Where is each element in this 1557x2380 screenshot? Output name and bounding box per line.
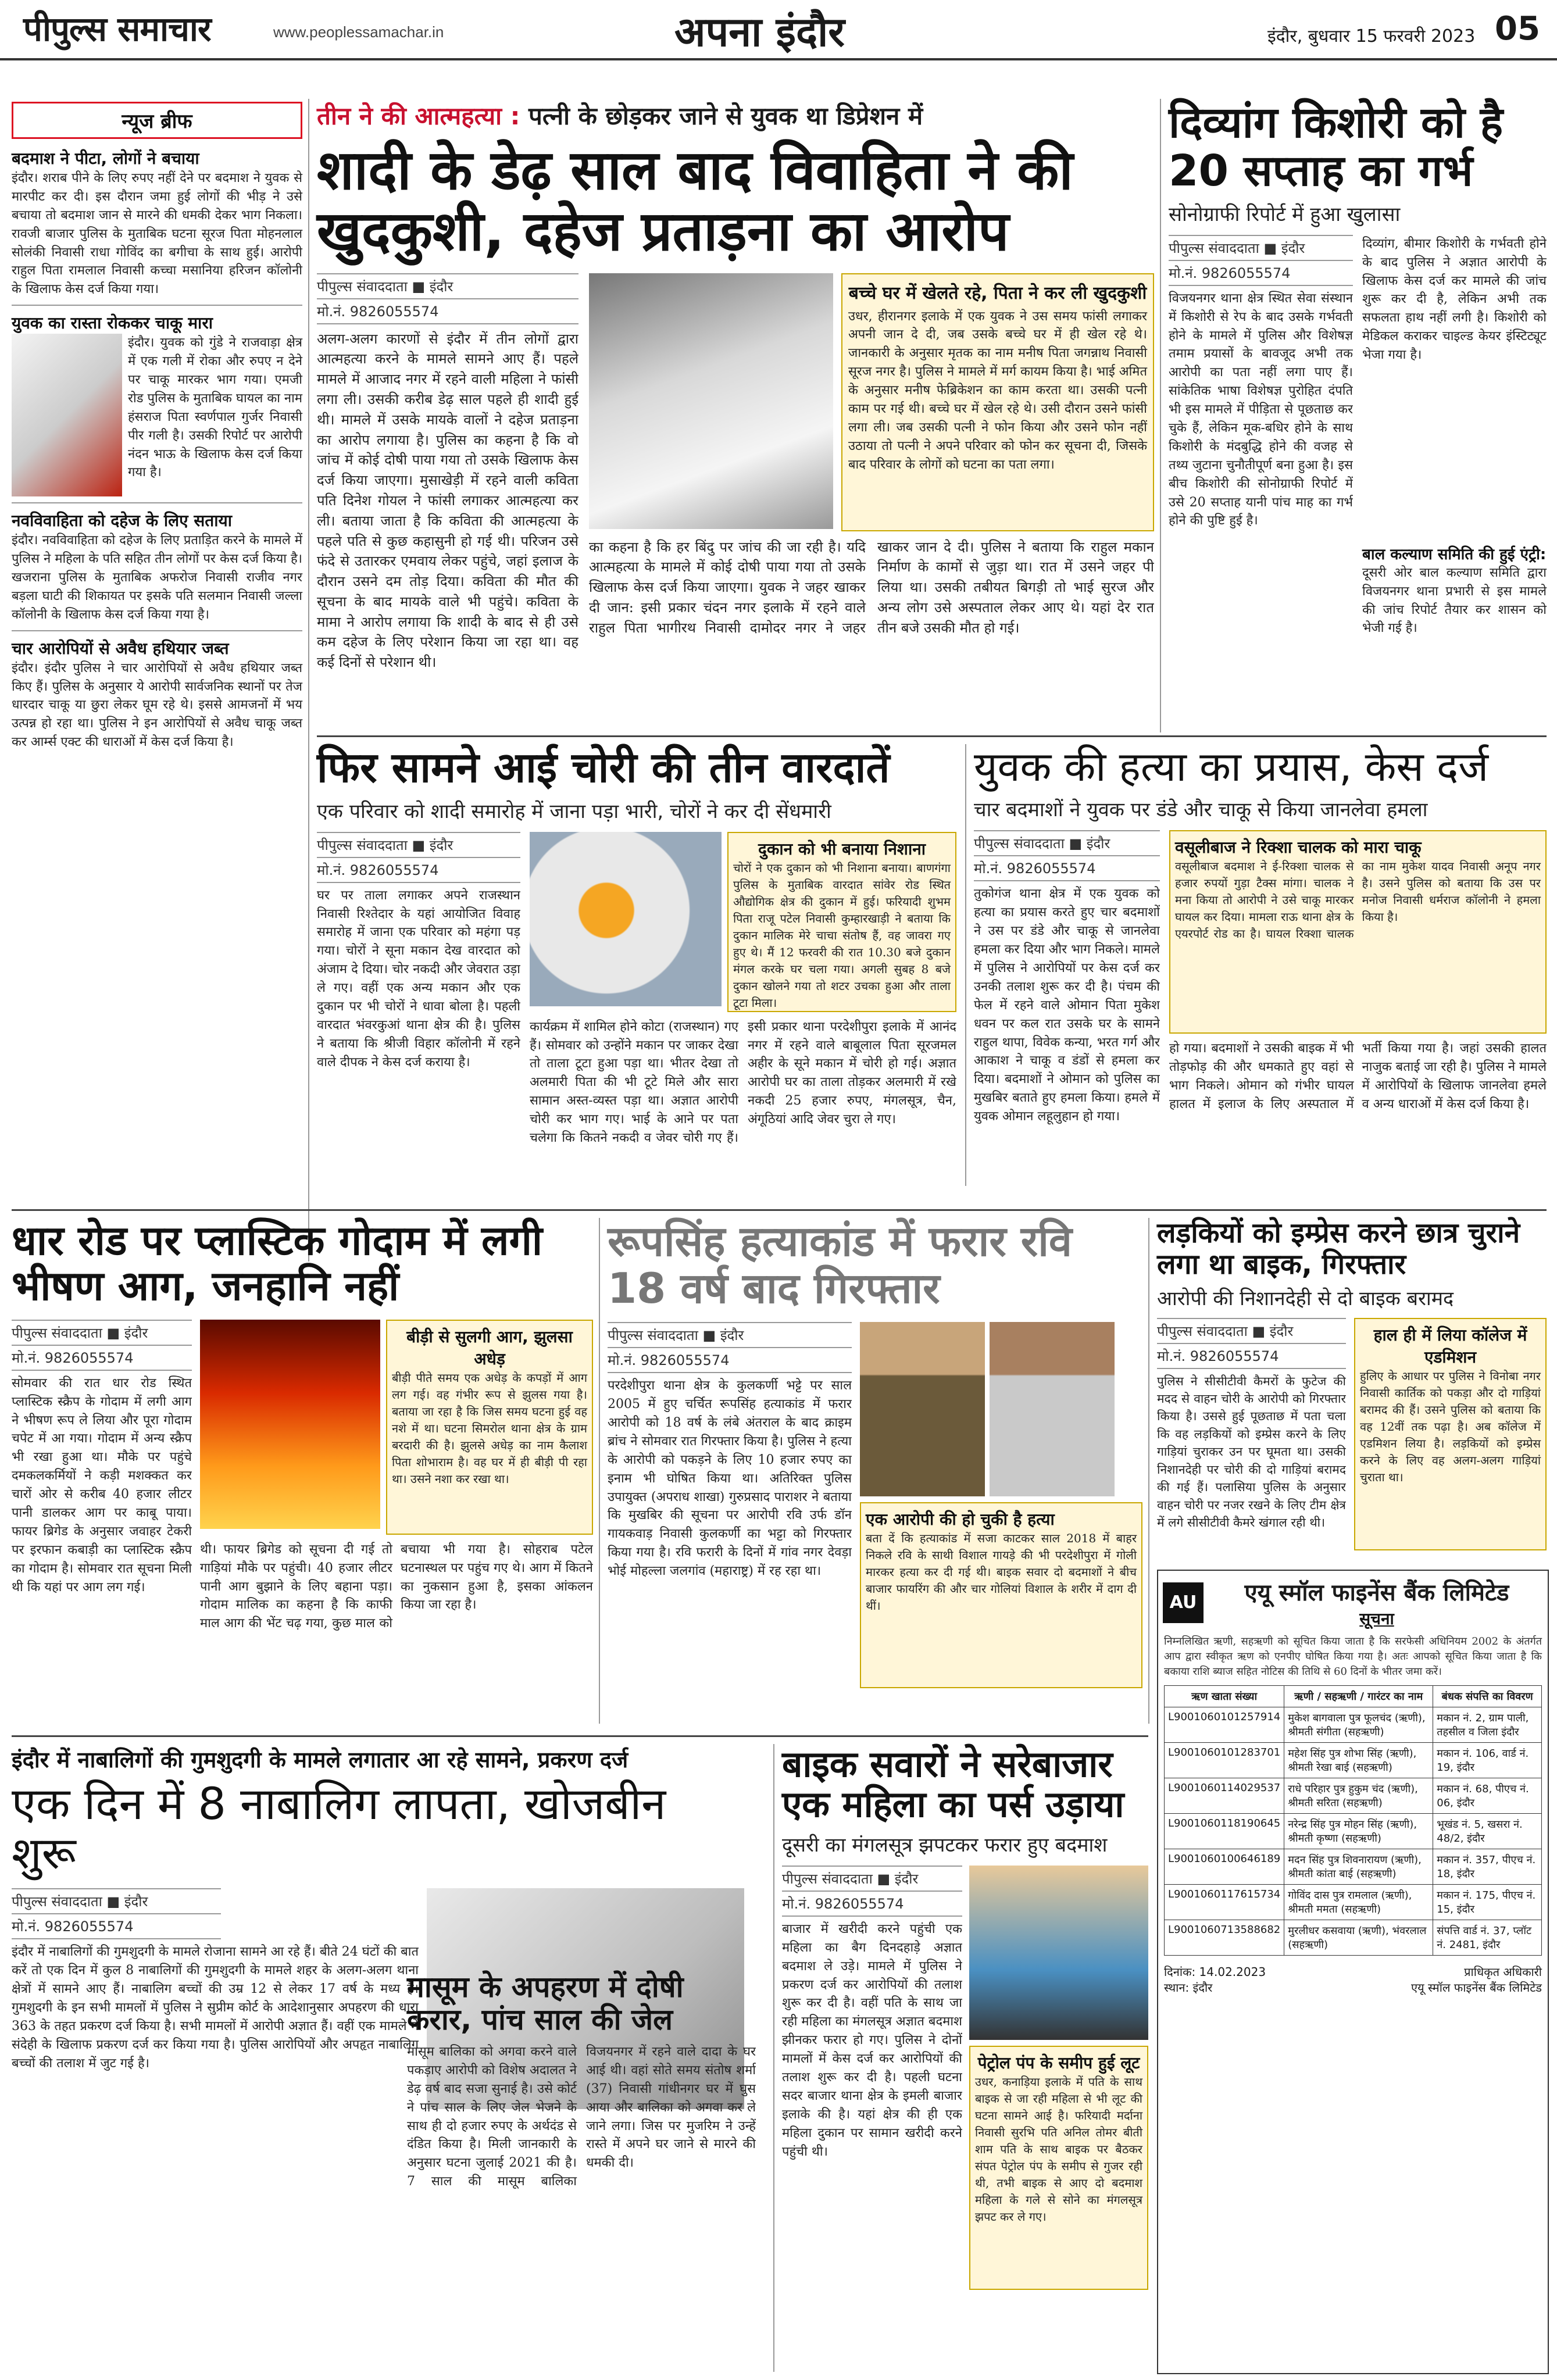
- lead-sidebar-body: उधर, हीरानगर इलाके में एक युवक ने उस समय फांसी लगाकर अपनी जान दे दी, जब उसके बच्चे घर में ही खेल रहे थे। जानकारी के अनुसार मृतक का नाम मनीष पिता जगन्नाथ निवासी सूरज नगर है। पुलिस ने मामले में मर्ग कायम किया है। भाई अमित के अनुसार मनीष फेब्रिकेशन का काम करता था। उसकी पत्नी काम पर गई थी। बच्चे घर में खेल रहे थे। उसी दौरान उसने फांसी लगा ली। जब उसकी पत्नी ने फोन किया और उसने फोन नहीं उठाया तो पत्नी ने अपने परिवार को फोन कर सूचना दी, जिसके बाद परिवार के लोगों को घटना का पता लगा।: [848, 309, 1147, 472]
- purse-body: बाजार में खरीदी करने पहुंची एक महिला का बैग दिनदहाड़े अज्ञात बदमाश ले उड़े। मामले में पुलिस ने प्रकरण दर्ज कर आरोपियों की तलाश शुरू कर दी है। वहीं पति के साथ जा रही महिला का मंगलसूत्र अज्ञात बदमाश झीनकर फरार हो गए। पुलिस ने दोनों मामलों में केस दर्ज कर आरोपियों की तलाश शुरू कर दी है। पहली घटना सदर बाजार थाना क्षेत्र के इमली बाजार इलाके की है। यहां क्षेत्र की ही एक महिला दुकान पर सामान खरीदी करने पहुंची थी।: [782, 1921, 962, 2159]
- divyang-mobile: मो.नं. 9826055574: [1169, 261, 1353, 286]
- purse-byline: पीपुल्स संवाददाता ■ इंदौर: [782, 1866, 962, 1892]
- table-row: [1165, 1814, 1542, 1849]
- brief-headline: युवक का रास्ता रोककर चाकू मारा: [12, 313, 213, 333]
- divyang-byline: पीपुल्स संवाददाता ■ इंदौर: [1169, 235, 1353, 261]
- divyang-subhead: सोनोग्राफी रिपोर्ट में हुआ खुलासा: [1169, 202, 1401, 226]
- attempt-headline: युवक की हत्या का प्रयास, केस दर्ज: [974, 743, 1489, 791]
- theft-subhead: एक परिवार को शादी समारोह में जाना पड़ा भारी, चोरों ने कर दी सेंधमारी: [317, 799, 831, 823]
- fire-sidebar-box: [386, 1320, 593, 1535]
- table-cell: L9001060101283701: [1165, 1743, 1284, 1778]
- dateline: इंदौर, बुधवार 15 फरवरी 2023: [1267, 26, 1476, 47]
- brief-text: इंदौर। इंदौर पुलिस ने चार आरोपियों से अवैध हथियार जब्त किए हैं। पुलिस के अनुसार ये आरोपी सार्वजनिक स्थानों पर तेज धारदार चाकू या छुरा लेकर घूम रहे थे। इससे आमजनों में भय उत्पन्न हो रहा था। पुलिस ने इन आरोपियों से अवैध चाकू जब्त कर आर्म्स एक्ट की धाराओं में केस दर्ज किया है।: [12, 660, 302, 750]
- table-cell: L9001060114029537: [1165, 1778, 1284, 1814]
- lead-story: [317, 99, 1154, 732]
- divyang-box-headline: बाल कल्याण समिति की हुई एंट्री:: [1362, 545, 1547, 563]
- purse-sidebar-box: [969, 2046, 1148, 2290]
- theft-mobile: मो.नं. 9826055574: [317, 858, 520, 883]
- purse-sidebar-body: उधर, कनाड़िया इलाके में पति के साथ बाइक से जा रही महिला से भी लूट की घटना सामने आई है। फरियादी मर्दाना निवासी सुरभि पति अनिल तोमर बीती शाम पति के साथ बाइक पर बैठकर संपत पेट्रोल पंप के समीप से गुजर रही थी, तभी बाइक से आए दो बदमाश महिला के गले से सोने का मंगलसूत्र झपट कर ले गए।: [975, 2074, 1142, 2224]
- table-cell: महेश सिंह पुत्र शोभा सिंह (ऋणी), श्रीमती रेखा बाई (सहऋणी): [1284, 1743, 1433, 1778]
- table-cell: मुरलीधर कसवाया (ऋणी), भंवरलाल (सहऋणी): [1284, 1920, 1433, 1956]
- brief-text: इंदौर। शराब पीने के लिए रुपए नहीं देने पर बदमाश ने युवक से मारपीट कर दी। इस दौरान जमा हुई लोगों की भीड़ ने उसे बचाया तो बदमाश जान से मारने की धमकी देकर भाग निकला। रावजी बाजार पुलिस के मुताबिक घटना सूरज पिता मोहनलाल सोलंकी निवासी राधा गोविंद का बगीचा के साथ हुई। आरोपी राहुल पिता रामलाल निवासी कच्चा मसानिया हरिजन कॉलोनी के खिलाफ केस दर्ज किया गया।: [12, 171, 302, 297]
- column-divider: [1160, 99, 1161, 732]
- notice-place: स्थान: इंदौर: [1164, 1981, 1213, 1995]
- table-row: [1165, 1849, 1542, 1885]
- bank-notice: [1157, 1570, 1549, 2374]
- table-row: [1165, 1707, 1542, 1743]
- divyang-headline: दिव्यांग किशोरी को है 20 सप्ताह का गर्भ: [1169, 98, 1504, 196]
- lead-kicker-text: पत्नी के छोड़कर जाने से युवक था डिप्रेशन में: [528, 102, 923, 130]
- attempt-story: [974, 744, 1547, 1209]
- table-cell: नरेन्द्र सिंह पुत्र मोहन सिंह (ऋणी), श्रीमती कृष्णा (सहऋणी): [1284, 1814, 1433, 1849]
- newspaper-logo[interactable]: पीपुल्स समाचार: [23, 9, 211, 49]
- section-title: अपना इंदौर: [674, 8, 845, 56]
- divyang-body: विजयनगर थाना क्षेत्र स्थित सेवा संस्थान में किशोरी से रेप के बाद उसके गर्भवती होने के मामले में पुलिस और विशेषज्ञ तमाम प्रयासों के बावजूद अभी तक आरोपी का पता नहीं लगा पाए हैं। सांकेतिक भाषा विशेषज्ञ पुरोहित दंपति भी इस मामले में पीड़िता से पूछताछ कर चुके हैं, लेकिन मूक-बधिर होने के साथ किशोरी के मंदबुद्धि होने की वजह से तथ्य जुटाना चुनौतीपूर्ण बना हुआ है। इस बीच किशोरी की सोनोग्राफी रिपोर्ट में उसे 20 सप्ताह यानी पांच माह का गर्भ होने की पुष्टि हुई है।: [1169, 291, 1353, 528]
- table-cell: मकान नं. 68, पीएच नं. 06, इंदौर: [1433, 1778, 1542, 1814]
- table-cell: भूखंड नं. 5, खसरा नं. 48/2, इंदौर: [1433, 1814, 1542, 1849]
- divyang-body-continued: दिव्यांग, बीमार किशोरी के गर्भवती होने के बाद पुलिस ने अज्ञात आरोपी के खिलाफ केस दर्ज कर मामले की जांच शुरू कर दी है, लेकिन अभी तक सफलता हाथ नहीं लगी है। किशोरी को मेडिकल कराकर चाइल्ड केयर इंस्टिट्यूट भेजा गया है।: [1362, 236, 1547, 363]
- theft-headline: फिर सामने आई चोरी की तीन वारदातें: [317, 743, 890, 792]
- fire-headline: धार रोड पर प्लास्टिक गोदाम में लगी भीषण आग, जनहानि नहीं: [12, 1217, 542, 1310]
- masthead: [0, 0, 1557, 60]
- brief-text: इंदौर। नवविवाहिता को दहेज के लिए प्रताड़ित करने के मामले में पुलिस ने महिला के पति सहित तीन लोगों पर केस दर्ज किया है। खजराना पुलिस के मुताबिक अफरोज निवासी राजीव नगर बड़ला घाटी की शिकायत पर इसके पति सलमान निवासी जल्ला कॉलोनी के खिलाफ केस दर्ज किया गया है।: [12, 533, 302, 622]
- theft-byline: पीपुल्स संवाददाता ■ इंदौर: [317, 832, 520, 858]
- roopsingh-photo-box: [860, 1502, 1142, 1688]
- fire-story: [12, 1218, 593, 1735]
- column-divider: [965, 744, 966, 1186]
- brief-headline: नवविवाहिता को दहेज के लिए सताया: [12, 511, 232, 531]
- attempt-sidebar-headline: वसूलीबाज ने रिक्शा चालक को मारा चाकू: [1175, 838, 1422, 857]
- theft-sidebar-body: चोरों ने एक दुकान को भी निशाना बनाया। बाणगंगा पुलिस के मुताबिक वारदात सांवेर रोड स्थित औद्योगिक क्षेत्र की दुकान में हुई। फरियादी शुभम पिता राजू पटेल निवासी कुम्हारखाड़ी ने बताया कि दुकान मालिक मेरे चाचा संतोष हैं, वह जावरा गए हुए थे। मैं 12 फरवरी की रात 10.30 बजे दुकान मंगल करके घर चला गया। अगली सुबह 8 बजे दुकान खोलने गया तो शटर उचका हुआ और ताला टूटा मिला।: [733, 860, 951, 1010]
- table-header-cell: ऋणी / सहऋणी / गारंटर का नाम: [1284, 1686, 1433, 1707]
- table-header-cell: बंधक संपत्ति का विवरण: [1433, 1686, 1542, 1707]
- roopsingh-mobile: मो.नं. 9826055574: [608, 1348, 852, 1373]
- notice-signatory-bank: एयू स्मॉल फाइनेंस बैंक लिमिटेड: [1410, 1981, 1542, 1995]
- bank-name: एयू स्मॉल फाइनेंस बैंक लिमिटेड: [1244, 1579, 1509, 1606]
- lead-body-continued: का कहना है कि हर बिंदु पर जांच की जा रही है। यदि आत्महत्या के मामले में कोई दोषी पाया गया तो उसके खिलाफ केस दर्ज किया जाएगा। युवक ने जहर खाकर दी जान: इसी प्रकार चंदन नगर इलाके में रहने वाले राहुल पिता भागीरथ निवासी दामोदर नगर ने जहर खाकर जान दे दी। पुलिस ने बताया कि राहुल मकान निर्माण के कामों से जुड़ा था। रात में उसने जहर पी लिया था। उसकी तबीयत बिगड़ी तो भाई सुरज और अन्य लोग उसे अस्पताल लेकर आए थे। यहां देर रात तीन बजे उसकी मौत हो गई।: [589, 538, 1154, 636]
- attempt-sidebar-body: वसूलीबाज बदमाश ने ई-रिक्शा चालक से हजार रुपयों गुड़ा टैक्स मांगा। चालक ने मना किया तो आरोपी ने उसे चाकू मारकर घायल कर दिया। मामला राऊ थाना क्षेत्र के एयरपोर्ट रोड का है। घायल रिक्शा चालक का नाम मुकेश यादव निवासी अनूप नगर है। उसने पुलिस को बताया कि उस पर मनोज निवासी धर्मराज कॉलोनी ने हमला किया है।: [1175, 859, 1541, 941]
- table-row: [1165, 1743, 1542, 1778]
- fire-sidebar-headline: बीड़ी से सुलगी आग, झुलसा अधेड़: [406, 1327, 573, 1368]
- table-header-cell: ऋण खाता संख्या: [1165, 1686, 1284, 1707]
- roopsingh-byline: पीपुल्स संवाददाता ■ इंदौर: [608, 1322, 852, 1348]
- lead-body: अलग-अलग कारणों से इंदौर में तीन लोगों द्वारा आत्महत्या करने के मामले सामने आए हैं। पहले मामले में आजाद नगर में रहने वाली महिला ने फांसी लगा ली। उसकी करीब डेढ़ साल पहले ही शादी हुई थी। मामले में उसके मायके वालों ने दहेज प्रताड़ना का आरोप लगाया है। पुलिस का कहना है कि वो जांच में कोई दोषी पाया गया तो उसके खिलाफ केस दर्ज किया जाएगा। मुसाखेड़ी में रहने वाली कविता पति दिनेश गोयल ने फांसी लगाकर आत्महत्या कर ली। बताया जाता है कि कविता की आत्महत्या के पहले पति से कुछ कहासुनी हो गई थी। परिजन उसे फंदे से उतारकर एमवाय लेकर पहुंचे, जहां इलाज के दौरान उसने दम तोड़ दिया। कविता की मौत की सूचना के बाद मायके वाले भी पहुंचे। कविता के मामा ने आरोप लगाया कि शादी के बाद से ही उसे कम दहेज के लिए परेशान किया जा रहा था। वह कई दिनों से परेशान थी।: [317, 330, 578, 671]
- table-cell: मदन सिंह पुत्र शिवनारायण (ऋणी), श्रीमती कांता बाई (सहऋणी): [1284, 1849, 1433, 1885]
- brief-text: इंदौर। युवक को गुंडे ने राजवाड़ा क्षेत्र में एक गली में रोका और रुपए न देने पर चाकू मारकर भाग गया। एमजी रोड पुलिस के मुताबिक घायल का नाम हंसराज पिता स्वर्णपाल गुर्जर निवासी पीर गली है। उसकी रिपोर्ट पर आरोपी नंदन भाऊ के खिलाफ केस दर्ज किया गया है।: [128, 335, 302, 480]
- kidnap-verdict-story: [407, 1971, 756, 2372]
- roopsingh-body: परदेशीपुरा थाना क्षेत्र के कुलकर्णी भट्टे पर साल 2005 में हुए चर्चित रूपसिंह हत्याकांड में फरार आरोपी को 18 वर्ष के लंबे अंतराल के बाद क्राइम ब्रांच ने सोमवार रात गिरफ्तार किया है। पुलिस ने हत्या के आरोपी को पकड़ने के लिए 10 हजार रुपए का इनाम भी घोषित किया था। अतिरिक्त पुलिस उपायुक्त (अपराध शाखा) गुरुप्रसाद पाराशर ने बताया कि मुखबिर की सूचना पर आरोपी रवि उर्फ डॉन गायकवाड़ निवासी कुलकर्णी का भट्टा को गिरफ्तार किया गया है। रवि फरारी के दिनों में गांव नगर देवड़ा भोई मोहल्ला जलगांव (महाराष्ट्र) में रह रहा था।: [608, 1378, 852, 1579]
- knife-illustration: [12, 334, 122, 496]
- table-cell: L9001060118190645: [1165, 1814, 1284, 1849]
- attempt-sidebar-box: [1169, 830, 1547, 1034]
- page-number: 05: [1495, 10, 1540, 48]
- roopsingh-photo-text: बता दें कि हत्याकांड में सजा काटकर साल 2018 में बाहर निकले रवि के साथी विशाल गायड़े की भी परदेशीपुरा में गोली मारकर हत्या कर दी गई थी। बाइक सवार दो बदमाशों ने बीच बाजार फायरिंग की और चार गोलियां विशाल के शरीर में दाग दी थीं।: [866, 1531, 1137, 1613]
- police-officer-photo: [860, 1322, 985, 1496]
- burglar-house-illustration: [530, 832, 722, 1006]
- lead-sidebar-headline: बच्चे घर में खेलते रहे, पिता ने कर ली खुदकुशी: [848, 283, 1147, 303]
- attempt-subhead: चार बदमाशों ने युवक पर डंडे और चाकू से किया जानलेवा हमला: [974, 798, 1428, 822]
- kidnap-headline: मासूम के अपहरण में दोषी करार, पांच साल की जेल: [407, 1970, 684, 2036]
- table-row: [1165, 1920, 1542, 1956]
- bike-theft-student-story: [1157, 1218, 1547, 1567]
- bike-theft-subhead: आरोपी की निशानदेही से दो बाइक बरामद: [1157, 1287, 1454, 1310]
- lead-byline: पीपुल्स संवाददाता ■ इंदौर: [317, 273, 578, 299]
- site-url[interactable]: www.peoplessamachar.in: [273, 23, 444, 41]
- divyang-box-text: दूसरी ओर बाल कल्याण समिति द्वारा विजयनगर थाना प्रभारी से इस मामले की जांच रिपोर्ट तैयार कर शासन को भेजी गई है।: [1362, 565, 1547, 636]
- fire-sidebar-body: बीड़ी पीते समय एक अधेड़ के कपड़ों में आग लग गई। वह गंभीर रूप से झुलस गया है। बताया जा रहा है कि जिस समय घटना हुई वह नशे में था। घटना सिमरोल थाना क्षेत्र के ग्राम बरदारी की है। झुलसे अधेड़ का नाम कैलाश पिता शोभाराम है। वह घर में ही बीड़ी पी रहा था। उसने नशा कर रखा था।: [392, 1370, 587, 1486]
- row-divider: [317, 735, 1547, 737]
- notice-signatory: प्राधिकृत अधिकारी: [1464, 1965, 1542, 1979]
- table-row: [1165, 1778, 1542, 1814]
- shrouded-body-photo: [589, 273, 833, 529]
- theft-story: [317, 744, 956, 1209]
- missing-kicker: इंदौर में नाबालिगों की गुमशुदगी के मामले लगातार आ रहे सामने, प्रकरण दर्ज: [12, 1747, 628, 1773]
- table-cell: L9001060713588682: [1165, 1920, 1284, 1956]
- notice-table-header: [1165, 1686, 1542, 1707]
- divyang-story: [1169, 99, 1547, 732]
- purse-subhead: दूसरी का मंगलसूत्र झपटकर फरार हुए बदमाश: [782, 1833, 1108, 1857]
- fire-byline: पीपुल्स संवाददाता ■ इंदौर: [12, 1320, 192, 1346]
- table-cell: L9001060101257914: [1165, 1707, 1284, 1743]
- kidnap-body: मासूम बालिका को अगवा करने वाले पकड़ाए आरोपी को विशेष अदालत ने डेढ़ वर्ष बाद सजा सुनाई है। उसे कोर्ट ने पांच साल के लिए जेल भेजने के साथ ही दो हजार रुपए के अर्थदंड से दंडित किया है। मिली जानकारी के अनुसार घटना जुलाई 2021 की है। 7 साल की मासूम बालिका विजयनगर में रहने वाले दादा के घर आई थी। वहां सोते समय संतोष शर्मा (37) निवासी गांधीनगर घर में घुस आया और बालिका को अगवा कर ले जाने लगा। जिस पर मुजरिम ने उन्हें रास्ते में अपने घर जाने से मारने की धमकी दी।: [407, 2045, 756, 2189]
- table-row: [1165, 1885, 1542, 1920]
- row-divider: [12, 1735, 1148, 1737]
- fire-body: सोमवार की रात धार रोड स्थित प्लास्टिक स्क्रैप के गोदाम में लगी आग ने भीषण रूप ले लिया और पूरा गोदाम चपेट में आ गया। गोदाम में अन्य स्क्रैप भी रखा हुआ था। मौके पर पहुंचे दमकलकर्मियों ने कड़ी मशक्कत कर चारों ओर से करीब 40 हजार लीटर पानी डालकर आग पर काबू पाया। फायर ब्रिगेड के अनुसार जवाहर टेकरी पर इरफान कबाड़ी का प्लास्टिक स्क्रैप का गोदाम है। सोमवार रात सूचना मिली थी कि यहां पर आग लग गई।: [12, 1375, 192, 1595]
- table-cell: मुकेश बागवाला पुत्र फूलचंद (ऋणी), श्रीमती संगीता (सहऋणी): [1284, 1707, 1433, 1743]
- fire-body-continued: थी। फायर ब्रिगेड को सूचना दी गई तो गाड़ियां मौके पर पहुंची। 40 हजार लीटर पानी आग बुझाने के लिए बहाना पड़ा। गोदाम मालिक का कहना है कि काफी माल आग की भेंट चढ़ गया, कुछ माल को बचाया भी गया है। सोहराब पटेल घटनास्थल पर पहुंच गए थे। आग में कितने का नुकसान हुआ है, इसका आंकलन किया जा रहा है।: [200, 1542, 593, 1631]
- purse-headline: बाइक सवारों ने सरेबाजार एक महिला का पर्स उड़ाया: [782, 1743, 1124, 1826]
- news-brief-column: [12, 102, 302, 1264]
- bike-theft-sidebar-body: हुलिए के आधार पर पुलिस ने विनोबा नगर निवासी कार्तिक को पकड़ा और दो गाड़ियां बरामद की हैं। उसने पुलिस को बताया कि वह 12वीं तक पढ़ा है। अब कॉलेज में एडमिशन लिया है। लड़कियों को इम्प्रेस करने के लिए वह अलग-अलग गाड़ियां चुराता था।: [1360, 1368, 1541, 1484]
- theft-sidebar-headline: दुकान को भी बनाया निशाना: [758, 839, 926, 859]
- purse-mobile: मो.नं. 9826055574: [782, 1892, 962, 1917]
- theft-body: घर पर ताला लगाकर अपने राजस्थान निवासी रिश्तेदार के यहां आयोजित विवाह समारोह में जाना एक परिवार को महंगा पड़ गया। चोरों ने सूना मकान देख वारदात को अंजाम दे दिया। चोर नकदी और जेवरात उड़ा ले गए। वहीं एक अन्य मकान और एक दुकान पर भी चोरों ने धावा बोला है। पहली वारदात भंवरकुआं थाना क्षेत्र की है। पुलिस ने बताया कि श्रीजी विहार कॉलोनी में रहने वाले दीपक ने केस दर्ज कराया है।: [317, 888, 520, 1070]
- bank-logo-icon: AU: [1163, 1582, 1204, 1623]
- bike-theft-body: पुलिस ने सीसीटीवी कैमरों के फुटेज की मदद से वाहन चोरी के आरोपी को गिरफ्तार किया है। उससे हुई पूछताछ में पता चला कि वह लड़कियों को इम्प्रेस करने के लिए गाड़ियां चुराकर उन पर घूमता था। उसकी निशानदेही पर चोरी की दो गाड़ियां बरामद की गई हैं। पलासिया पुलिस के अनुसार वाहन चोरी पर नजर रखने के लिए टीम क्षेत्र में लगे सीसीटीवी कैमरे खंगाल रही थी।: [1157, 1374, 1346, 1530]
- table-cell: राधे परिहार पुत्र हुकुम चंद (ऋणी), श्रीमती सरिता (सहऋणी): [1284, 1778, 1433, 1814]
- roopsingh-headline: रूपसिंह हत्याकांड में फरार रवि 18 वर्ष बाद गिरफ्तार: [608, 1217, 1072, 1313]
- purse-sidebar-headline: पेट्रोल पंप के समीप हुई लूट: [977, 2053, 1140, 2072]
- notice-title: सूचना: [1359, 1609, 1394, 1628]
- roopsingh-story: [608, 1218, 1142, 1735]
- lead-mobile: मो.नं. 9826055574: [317, 299, 578, 324]
- missing-body: इंदौर में नाबालिगों की गुमशुदगी के मामले रोजाना सामने आ रहे हैं। बीते 24 घंटों की बात करें तो एक दिन में कुल 8 नाबालिगों की गुमशुदगी के मामले शहर के अलग-अलग थाना क्षेत्रों में सामने आए हैं। नाबालिग बच्चों की उम्र 12 से लेकर 17 वर्ष के मध्य है। गुमशुदगी के इन सभी मामलों में पुलिस ने सुप्रीम कोर्ट के आदेशानुसार अपहरण की धारा 363 के तहत प्रकरण दर्ज किया है। सभी मामलों में आरोपी अज्ञात हैं। वहीं एक मामले में संदेही के खिलाफ प्रकरण दर्ज कर किया गया है। पुलिस आरोपियों और अपहृत नाबालिग बच्चों की तलाश में जुट गई है।: [12, 1945, 419, 2071]
- table-cell: L9001060100646189: [1165, 1849, 1284, 1885]
- column-divider: [1148, 1218, 1149, 1724]
- table-cell: गोविंद दास पुत्र रामलाल (ऋणी), श्रीमती ममता (सहऋणी): [1284, 1885, 1433, 1920]
- table-cell: संपत्ति वार्ड नं. 37, प्लॉट नं. 2481, इंदौर: [1433, 1920, 1542, 1956]
- missing-byline: पीपुल्स संवाददाता ■ इंदौर: [12, 1888, 221, 1914]
- bike-snatch-illustration: [969, 1866, 1148, 2040]
- theft-body-continued: कार्यक्रम में शामिल होने कोटा (राजस्थान) गए हैं। सोमवार को उन्होंने मकान पर जाकर देखा तो ताला टूटा हुआ पड़ा था। भीतर देखा तो अलमारी पिता की भी टूटे मिले और सारा सामान अस्त-व्यस्त पड़ा था। अज्ञात आरोपी चोरी कर भाग गए। भाई के आने पर पता चलेगा कि कितने नकदी व जेवर चोरी गए हैं। इसी प्रकार थाना परदेशीपुरा इलाके में आनंद नगर में रहने वाले बाबूलाल पिता सूरजमल अहीर के सूने मकान में चोरी हो गई। अज्ञात आरोपी घर का ताला तोड़कर अलमारी में रखे नकदी 25 हजार रुपए, मंगलसूत्र, चैन, अंगूठियां आदि जेवर चुरा ले गए।: [530, 1019, 956, 1145]
- news-brief-title: न्यूज ब्रीफ: [122, 110, 192, 133]
- table-cell: मकान नं. 175, पीएच नं. 15, इंदौर: [1433, 1885, 1542, 1920]
- theft-sidebar-box: [727, 832, 956, 1012]
- lead-kicker-label: तीन ने की आत्महत्या :: [317, 102, 520, 130]
- table-cell: मकान नं. 357, पीएच नं. 18, इंदौर: [1433, 1849, 1542, 1885]
- missing-headline: एक दिन में 8 नाबालिग लापता, खोजबीन शुरू: [12, 1778, 666, 1879]
- attempt-mobile: मो.नं. 9826055574: [974, 856, 1160, 881]
- lead-headline: शादी के डेढ़ साल बाद विवाहिता ने की खुदकुशी, दहेज प्रताड़ना का आरोप: [317, 139, 1073, 264]
- bike-theft-sidebar-headline: हाल ही में लिया कॉलेज में एडमिशन: [1373, 1325, 1527, 1367]
- fire-mobile: मो.नं. 9826055574: [12, 1346, 192, 1371]
- purse-snatch-story: [782, 1744, 1148, 2372]
- roopsingh-photo-caption: एक आरोपी की हो चुकी है हत्या: [866, 1510, 1055, 1530]
- notice-table: [1164, 1685, 1542, 1956]
- table-cell: L9001060117615734: [1165, 1885, 1284, 1920]
- attempt-body: तुकोगंज थाना क्षेत्र में एक युवक को हत्या का प्रयास करते हुए चार बदमाशों ने उस पर डंडे और चाकू से जानलेवा हमला कर दिया और भाग निकले। मामले में पुलिस ने आरोपियों पर केस दर्ज कर उनकी तलाश शुरू कर दी है। पंचम की फेल में रहने वाले ओमान पिता मुकेश धवन पर कल रात उसके घर के सामने राहुल थापा, विवेक कन्या, भरत गर्ग और आकाश ने चाकू व डंडों से हमला कर दिया। बदमाशों ने ओमान को पुलिस का मुखबिर बताते हुए हमला किया। हमले में युवक ओमान लहूलुहान हो गया।: [974, 887, 1160, 1124]
- fire-photo: [200, 1320, 380, 1529]
- row-divider: [12, 1209, 1547, 1211]
- notice-intro: निम्नलिखित ऋणी, सहऋणी को सूचित किया जाता है कि सरफेसी अधिनियम 2002 के अंतर्गत आप द्वारा स्वीकृत ऋण को एनपीए घोषित किया गया है। अतः आपको सूचित किया जाता है कि बकाया राशि ब्याज सहित नोटिस की तिथि से 60 दिनों के भीतर जमा करें।: [1164, 1635, 1542, 1678]
- notice-date: दिनांक: 14.02.2023: [1164, 1965, 1266, 1979]
- table-cell: मकान नं. 106, वार्ड नं. 19, इंदौर: [1433, 1743, 1542, 1778]
- column-divider: [599, 1218, 600, 1724]
- accused-photo: [990, 1322, 1115, 1496]
- bike-theft-byline: पीपुल्स संवाददाता ■ इंदौर: [1157, 1318, 1346, 1344]
- brief-headline: बदमाश ने पीटा, लोगों ने बचाया: [12, 149, 199, 168]
- table-cell: मकान नं. 2, ग्राम पाली, तहसील व जिला इंदौर: [1433, 1707, 1542, 1743]
- bike-theft-mobile: मो.नं. 9826055574: [1157, 1344, 1346, 1369]
- brief-headline: चार आरोपियों से अवैध हथियार जब्त: [12, 638, 229, 658]
- column-divider: [773, 1744, 774, 2372]
- bike-theft-sidebar-box: [1354, 1318, 1547, 1550]
- attempt-body-continued: हो गया। बदमाशों ने उसकी बाइक में भी तोड़फोड़ की और धमकाते हुए वहां से भाग निकले। ओमान को गंभीर घायल हालत में इलाज के लिए अस्पताल में भर्ती किया गया है। जहां उसकी हालत नाजुक बताई जा रही है। पुलिस ने मामले में आरोपियों के खिलाफ जानलेवा हमले व अन्य धाराओं में केस दर्ज किया है।: [1169, 1041, 1547, 1112]
- lead-sidebar-box: [841, 273, 1154, 531]
- news-brief-title-box: [12, 102, 302, 139]
- bike-theft-headline: लड़कियों को इम्प्रेस करने छात्र चुराने लगा था बाइक, गिरफ्तार: [1157, 1217, 1520, 1281]
- missing-mobile: मो.नं. 9826055574: [12, 1914, 221, 1939]
- attempt-byline: पीपुल्स संवाददाता ■ इंदौर: [974, 830, 1160, 856]
- column-divider: [308, 99, 309, 1262]
- lead-kicker: [317, 99, 1154, 132]
